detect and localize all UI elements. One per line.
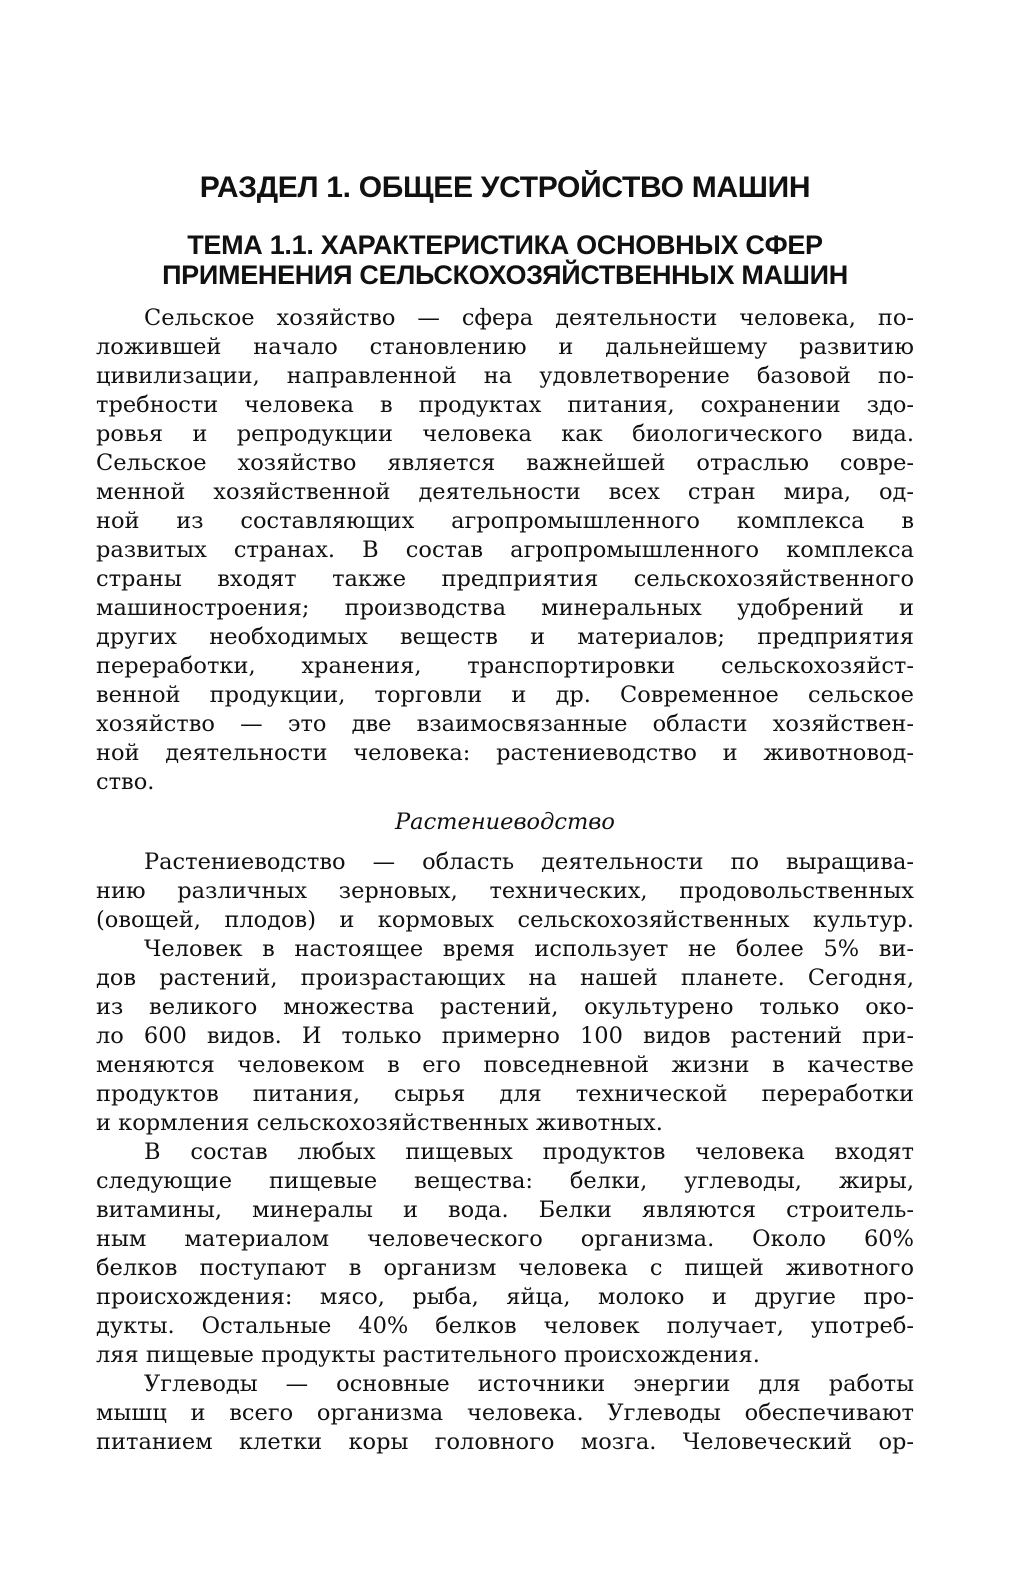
paragraph-plant-growing: [96, 848, 914, 935]
text-line: питанием клетки коры головного мозга. Человеческий ор-: [96, 1429, 914, 1455]
text-line: машиностроения; производства минеральных удобрений и: [96, 595, 914, 621]
text-line: следующие пищевые вещества: белки, углеводы, жиры,: [96, 1168, 914, 1194]
text-line: Сельское хозяйство — сфера деятельности человека, по-: [144, 305, 914, 331]
text-line: других необходимых веществ и материалов; предприятия: [96, 624, 914, 650]
text-line: ложившей начало становлению и дальнейшему развитию: [96, 334, 914, 360]
text-line: переработки, хранения, транспортировки сельскохозяйст-: [96, 653, 914, 679]
text-line: дов растений, произрастающих на нашей планете. Сегодня,: [96, 965, 914, 991]
subheading: Растениеводство: [395, 809, 615, 835]
text-line: Сельское хозяйство является важнейшей отраслью совре-: [96, 450, 914, 476]
text-line: Человек в настоящее время использует не более 5% ви-: [144, 936, 914, 962]
paragraph-carbohydrates: [96, 1370, 914, 1457]
text-line: страны входят также предприятия сельскохозяйственного: [96, 566, 914, 592]
text-line: меняются человеком в его повседневной жизни в качестве: [96, 1052, 914, 1078]
text-line: ным материалом человеческого организма. Около 60%: [96, 1226, 914, 1252]
text-line: дукты. Остальные 40% белков человек получает, употреб-: [96, 1313, 914, 1339]
text-line: (овощей, плодов) и кормовых сельскохозяйственных культур.: [96, 907, 914, 933]
text-line: витамины, минералы и вода. Белки являются строитель-: [96, 1197, 914, 1223]
text-line: из великого множества растений, окультурено только око-: [96, 994, 914, 1020]
text-line: ной деятельности человека: растениеводство и животновод-: [96, 740, 914, 766]
paragraph-plant-species: [96, 935, 914, 1138]
paragraph-nutrients: [96, 1138, 914, 1370]
text-line: происхождения: мясо, рыба, яйца, молоко и другие про-: [96, 1284, 914, 1310]
topic-title: [96, 230, 914, 290]
text-line: продуктов питания, сырья для технической переработки: [96, 1081, 914, 1107]
text-line: ло 600 видов. И только примерно 100 видов растений при-: [96, 1023, 914, 1049]
topic-title-line: ТЕМА 1.1. ХАРАКТЕРИСТИКА ОСНОВНЫХ СФЕР: [187, 230, 823, 260]
text-line: нию различных зерновых, технических, продовольственных: [96, 878, 914, 904]
text-line: мышц и всего организма человека. Углеводы обеспечивают: [96, 1400, 914, 1426]
topic-title-line: ПРИМЕНЕНИЯ СЕЛЬСКОХОЗЯЙСТВЕННЫХ МАШИН: [162, 260, 848, 290]
intro-paragraph: [96, 304, 914, 797]
text-line: требности человека в продуктах питания, сохранении здо-: [96, 392, 914, 418]
section-title: РАЗДЕЛ 1. ОБЩЕЕ УСТРОЙСТВО МАШИН: [199, 171, 811, 204]
text-line: ной из составляющих агропромышленного комплекса в: [96, 508, 914, 534]
text-line: Углеводы — основные источники энергии для работы: [144, 1371, 914, 1397]
text-line: ровья и репродукции человека как биологического вида.: [96, 421, 914, 447]
text-line: и кормления сельскохозяйственных животных.: [96, 1110, 663, 1136]
text-line: менной хозяйственной деятельности всех стран мира, од-: [96, 479, 914, 505]
text-line: развитых странах. В состав агропромышленного комплекса: [96, 537, 914, 563]
text-line: цивилизации, направленной на удовлетворение базовой по-: [96, 363, 914, 389]
text-line: ство.: [96, 769, 155, 795]
text-line: ляя пищевые продукты растительного происхождения.: [96, 1342, 760, 1368]
text-line: венной продукции, торговли и др. Современное сельское: [96, 682, 914, 708]
book-page: [96, 168, 914, 1457]
text-line: хозяйство — это две взаимосвязанные области хозяйствен-: [96, 711, 914, 737]
text-line: Растениеводство — область деятельности по выращива-: [144, 849, 914, 875]
text-line: белков поступают в организм человека с пищей животного: [96, 1255, 914, 1281]
text-line: В состав любых пищевых продуктов человека входят: [144, 1139, 914, 1165]
